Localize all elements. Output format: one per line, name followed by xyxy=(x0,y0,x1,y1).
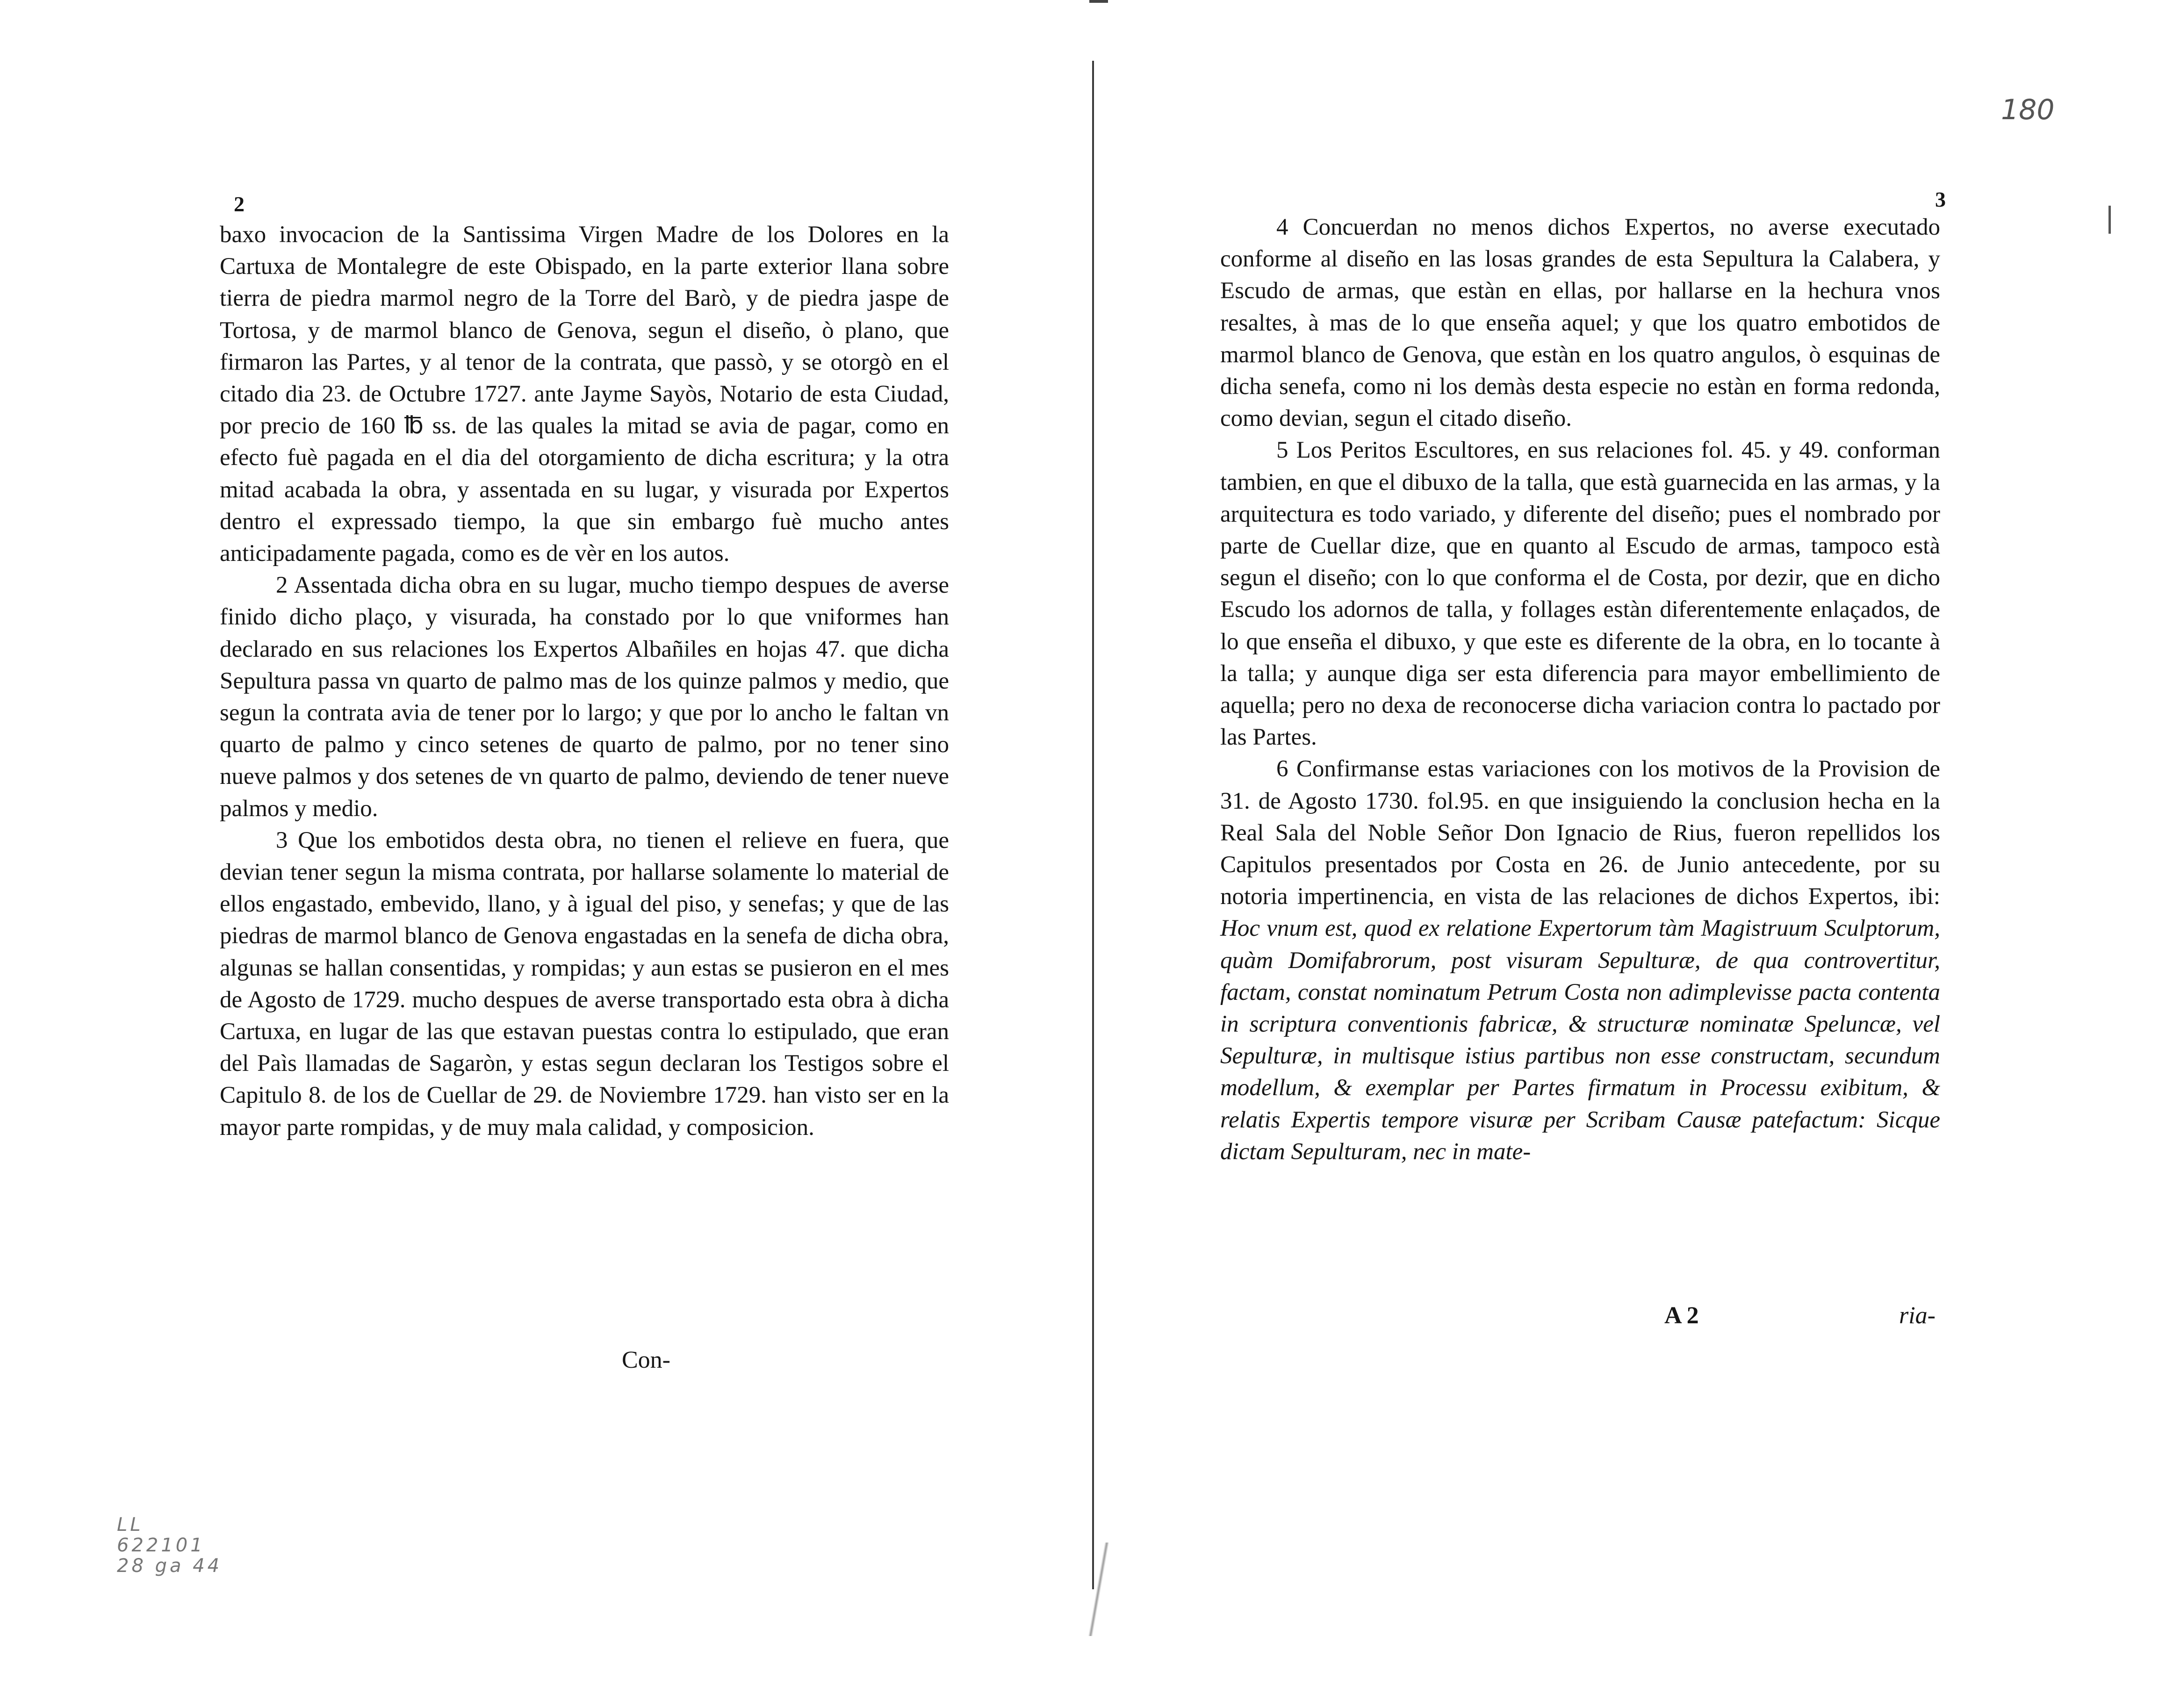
paragraph-2: 2 Assentada dicha obra en su lugar, mucho tiempo despues de averse finido dicho plaço, y visurada, ha constado por lo que vniformes han declarado en sus relaciones los Expertos Albañiles en hojas 47. que dicha Sepultura passa vn quarto de palmo mas de los quinze palmos y medio, que segun la contrata avia de tener por lo largo; y que por lo ancho le faltan vn quarto de palmo y cinco setenes de quarto de palmo, por no tener sino nueve palmos y dos setenes de vn quarto de palmo, deviendo de tener nueve palmos y medio. xyxy=(220,572,949,822)
catchword: Con- xyxy=(622,1347,670,1373)
paragraph-6-text: 6 Confirmanse estas variaciones con los motivos de la Provision de 31. de Agosto 1730. fol.95. en que insiguiendo la conclusion hecha en la Real Sala del Noble Señor Don Ignacio de Rius, fueron repellidos los Capitulos presentados por Costa en 26. de Junio antecedente, por su notoria impertinencia, en vista de las relaciones de dichos Expertos, ibi: xyxy=(1220,756,1940,910)
call-number-line: 28 ga 44 xyxy=(117,1555,223,1577)
paragraph-4: 4 Concuerdan no menos dichos Expertos, no averse executado conforme al diseño en las losas grandes de esta Sepultura la Calabera, y Escudo de armas, que estàn en ellas, por hallarse en la hechura vnos resaltes, à mas de lo que enseña aquel; y que los quatro embotidos de marmol blanco de Genova, que estàn en los quatro angulos, ò esquinas de dicha senefa, como ni los demàs desta especie no estàn en forma redonda, como devian, segun el citado diseño. xyxy=(1220,214,1940,432)
latin-quotation: Hoc vnum est, quod ex relatione Expertorum tàm Magistruum Sculptorum, quàm Domifabrorum, post visuram Sepulturæ, de qua controvertitur, factam, constat nominatum Petrum Costa non adimplevisse pacta contenta in scriptura conventionis fabricæ, & structuræ nominatæ Speluncæ, vel Sepulturæ, in multisque istius partibus non esse constructam, secundum modellum, & exemplar per Partes firmatum in Processu exibitum, & relatis Expertis tempore visuræ per Scribam Causæ patefactum: Sicque dictam Sepulturam, nec in mate- xyxy=(1220,915,1940,1165)
page-number: 2 xyxy=(234,192,245,216)
call-number-line: 622101 xyxy=(117,1535,205,1556)
top-edge-mark xyxy=(1089,0,1108,3)
gutter-fold-shadow xyxy=(1085,1543,1113,1636)
signature-line xyxy=(1220,1302,1940,1335)
left-page-text xyxy=(220,219,949,1143)
page-number: 3 xyxy=(1935,187,1946,211)
paragraph-3: 3 Que los embotidos desta obra, no tienen el relieve en fuera, que devian tener segun la misma contrata, por hallarse solamente lo material de ellos engastado, embevido, llano, y à igual del piso, y senefas; y que de las piedras de marmol blanco de Genova engastadas en la senefa de dicha obra, algunas se hallan consentidas, y rompidas; y aun estas se pusieron en el mes de Agosto de 1729. mucho despues de averse transportado esta obra à dicha Cartuxa, en lugar de las que estavan puestas contra lo estipulado, que eran del Paìs llamadas de Sagaròn, y estas segun declaran los Testigos sobre el Capitulo 8. de los de Cuellar de 29. de Noviembre 1729. han visto ser en la mayor parte rompidas, y de muy mala calidad, y composicion. xyxy=(220,827,949,1141)
right-edge-mark xyxy=(2108,206,2111,234)
call-number xyxy=(117,1514,222,1576)
right-page-text xyxy=(1220,211,1940,1168)
page-gutter xyxy=(1092,61,1094,1589)
paragraph-5: 5 Los Peritos Escultores, en sus relaciones fol. 45. y 49. conforman tambien, en que el dibuxo de la talla, que està guarnecida en las armas, y la arquitectura es todo variado, y diferente del diseño; pues el nombrado por parte de Cuellar dize, que en quanto al Escudo de armas, tampoco està segun el diseño; con lo que conforma el de Costa, por dezir, que en dicho Escudo los adornos de talla, y follages estàn diferentemente enlaçados, de lo que enseña el dibuxo, y que este es diferente de la obra, en lo tocante à la talla; y aunque diga ser esta diferencia para mayor embellimiento de aquella; pero no dexa de reconocerse dicha variacion contra lo pactado por las Partes. xyxy=(1220,437,1940,751)
call-number-line: LL xyxy=(117,1514,144,1536)
signature-mark: A 2 xyxy=(1664,1302,1699,1329)
paragraph-continuation: baxo invocacion de la Santissima Virgen Madre de los Dolores en la Cartuxa de Montalegre de este Obispado, en la parte exterior llana sobre tierra de piedra marmol negro de la Torre del Barò, y de piedra jaspe de Tortosa, y de marmol blanco de Genova, segun el diseño, ò plano, que firmaron las Partes, y al tenor de la contrata, que passò, y se otorgò en el citado dia 23. de Octubre 1727. ante Jayme Sayòs, Notario de esta Ciudad, por precio de 160 ℔ ss. de las quales la mitad se avia de pagar, como en efecto fuè pagada en el dia del otorgamiento de dicha escritura; y la otra mitad acabada la obra, y assentada en su lugar, y visurada por Expertos dentro el expressado tiempo, la que sin embargo fuè mucho antes anticipadamente pagada, como es de vèr en los autos. xyxy=(220,222,949,567)
paragraph-6 xyxy=(1220,753,1940,1168)
catchword: ria- xyxy=(1899,1302,1936,1329)
folio-number: 180 xyxy=(2001,93,2055,126)
